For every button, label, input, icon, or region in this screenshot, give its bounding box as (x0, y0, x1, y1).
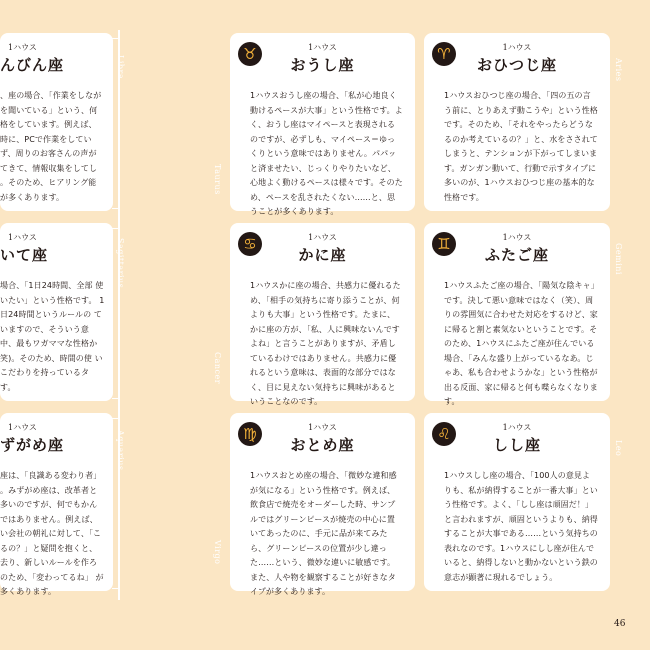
card-taurus (230, 33, 415, 216)
card-header (230, 223, 415, 267)
card-leo (424, 413, 610, 591)
card-body-text: 場合、「1日24時間、全部 使いたい」という性格です。 1日24時間というルールの ていますので、そういう意 中、最もワガママな性格か 笑)。そのため、時間の使 いこだわりを持っているタ す。 (0, 281, 105, 392)
sign-name: おうし座 (290, 56, 355, 74)
gemini-icon: ♊ (432, 232, 456, 256)
card-aries (424, 33, 610, 211)
side-label-cancer: Cancer (213, 352, 222, 385)
page-number: 46 (614, 619, 626, 629)
card-libra (0, 33, 113, 211)
sign-name: おとめ座 (290, 436, 355, 454)
card-header (0, 33, 113, 77)
card-body-text: 1ハウスおひつじ座の場合、「四の五の言う前に、とりあえず動こうや」という性格です。そのため、「それをやったらどうなるのか考えているの？」と、水をさされてしまうと、テンションが下がってしまいます。ガンガン動いて、行動で示すタイプに多いのが、1ハウスおひつじ座の基本的な性格です。 (444, 91, 598, 202)
card-header (230, 413, 415, 457)
side-label-gemini: Gemini (614, 243, 623, 275)
card-body-text: 1ハウスかに座の場合、共感力に優れるため、「相手の気持ちに寄り添うことが、何よりも大事」という性格です。たまに、かに座の方が、「私、人に興味ないんですよね」と言うことがありますが、矛盾しているわけではありません。共感力に優れるという意味は、表面的な部分ではなく、目に見えない気持ちに興味があるということなのです。 (250, 281, 401, 406)
side-label-virgo: Virgo (213, 540, 222, 565)
card-header (0, 223, 113, 267)
card-gemini (424, 223, 610, 406)
card-body-text: 1ハウスおうし座の場合、「私が心地良く動けるペースが大事」という性格です。よく、おうし座はマイペースと表現されるのですが、必ずしも、マイペース＝ゆっくりという意味ではありません。パパッと済ませたい、じっくりやりたいなど、心地よく動けるペースは様々です。そのため、ペースを乱されたくない……と、思うことが多くあります。 (250, 91, 403, 216)
sign-name: しし座 (492, 436, 541, 454)
house-label: 1ハウス (8, 423, 37, 432)
sign-name: ふたご座 (484, 246, 549, 264)
taurus-icon: ♉ (238, 42, 262, 66)
card-body-text: 1ハウスしし座の場合、「100人の意見よりも、私が納得することが一番大事」という性格です。よく、「しし座は頑固だ！」と言われますが、頑固というよりも、納得することが大事である……という気持ちの表れなのです。1ハウスにしし座が住んでいると、納得しないと動かないという鉄の意志が顕著に現れるでしょう。 (444, 471, 598, 582)
house-label: 1ハウス (308, 423, 337, 432)
card-header (424, 413, 610, 457)
card-header (0, 413, 113, 457)
leo-icon: ♌ (432, 422, 456, 446)
guide-tick (112, 588, 118, 589)
side-label-aries: Aries (614, 58, 623, 82)
house-label: 1ハウス (502, 423, 532, 432)
guide-line (118, 30, 120, 600)
guide-tick (112, 398, 118, 399)
house-label: 1ハウス (502, 233, 532, 242)
card-sagittarius (0, 223, 113, 401)
side-label-leo: Leo (614, 440, 623, 457)
card-header (424, 33, 610, 77)
card-header (230, 33, 415, 77)
card-aquarius (0, 413, 113, 596)
card-body-text: 1ハウスおとめ座の場合、「微妙な違和感が気になる」という性格です。例えば、飲食店で焼売をオーダーした時、サンプルではグリーンピースが焼売の中心に置いてあったのに、手元に品が来てみたら、グリーンピースの位置が少し違った……という、微妙な違いに敏感です。また、人や物を観察することが好きなタイプが多くあります。 (250, 471, 397, 596)
house-label: 1ハウス (308, 43, 337, 52)
guide-tick (112, 208, 118, 209)
virgo-icon: ♍ (238, 422, 262, 446)
house-label: 1ハウス (308, 233, 337, 242)
sign-name: ずがめ座 (0, 436, 65, 454)
sign-name: おひつじ座 (476, 56, 557, 74)
cancer-icon: ♋ (238, 232, 262, 256)
card-body-text: 1ハウスふたご座の場合、「陽気な陰キャ」です。決して悪い意味ではなく（笑）、周りの雰囲気に合わせた対応をするけど、家に帰ると割と素気ないということです。そのため、1ハウスにふたご座が住んでいる場合、「みんな盛り上がっているなあ。じゃあ、私も合わせようかな」という性格が出る反面、家に帰ると何も喋らなくなります。 (444, 281, 598, 406)
aries-icon: ♈ (432, 42, 456, 66)
house-label: 1ハウス (502, 43, 532, 52)
card-cancer (230, 223, 415, 406)
sign-name: かに座 (298, 246, 347, 264)
side-label-libra: Libra (116, 55, 125, 80)
sign-name: んびん座 (0, 56, 65, 74)
sign-name: いて座 (0, 246, 49, 264)
card-body-text: 座は、「良識ある変わり者」 。みずがめ座は、改革者と 多いのですが、何でもかん ではありません。例えば、 い会社の朝礼に対して、「こ るの？」と疑問を抱くと、 去り、新しいルールを作ろ のため、「変わってるね」 が多くあります。 (0, 471, 104, 596)
card-body-text: 、座の場合、「作業をしなが を聞いている」という、何 格をしています。例えば、 時に、PCで作業をしてい ず、周りのお客さんの声が てきて、情報収集をしてし 。そのため、ヒアリング能 が多くあります。 (0, 91, 102, 202)
side-label-taurus: Taurus (213, 164, 222, 195)
side-label-sagittarius: Sagittarius (116, 238, 125, 289)
card-virgo (230, 413, 415, 596)
house-label: 1ハウス (8, 233, 37, 242)
house-label: 1ハウス (8, 43, 37, 52)
card-header (424, 223, 610, 267)
side-label-aquarius: Aquarius (116, 430, 125, 471)
